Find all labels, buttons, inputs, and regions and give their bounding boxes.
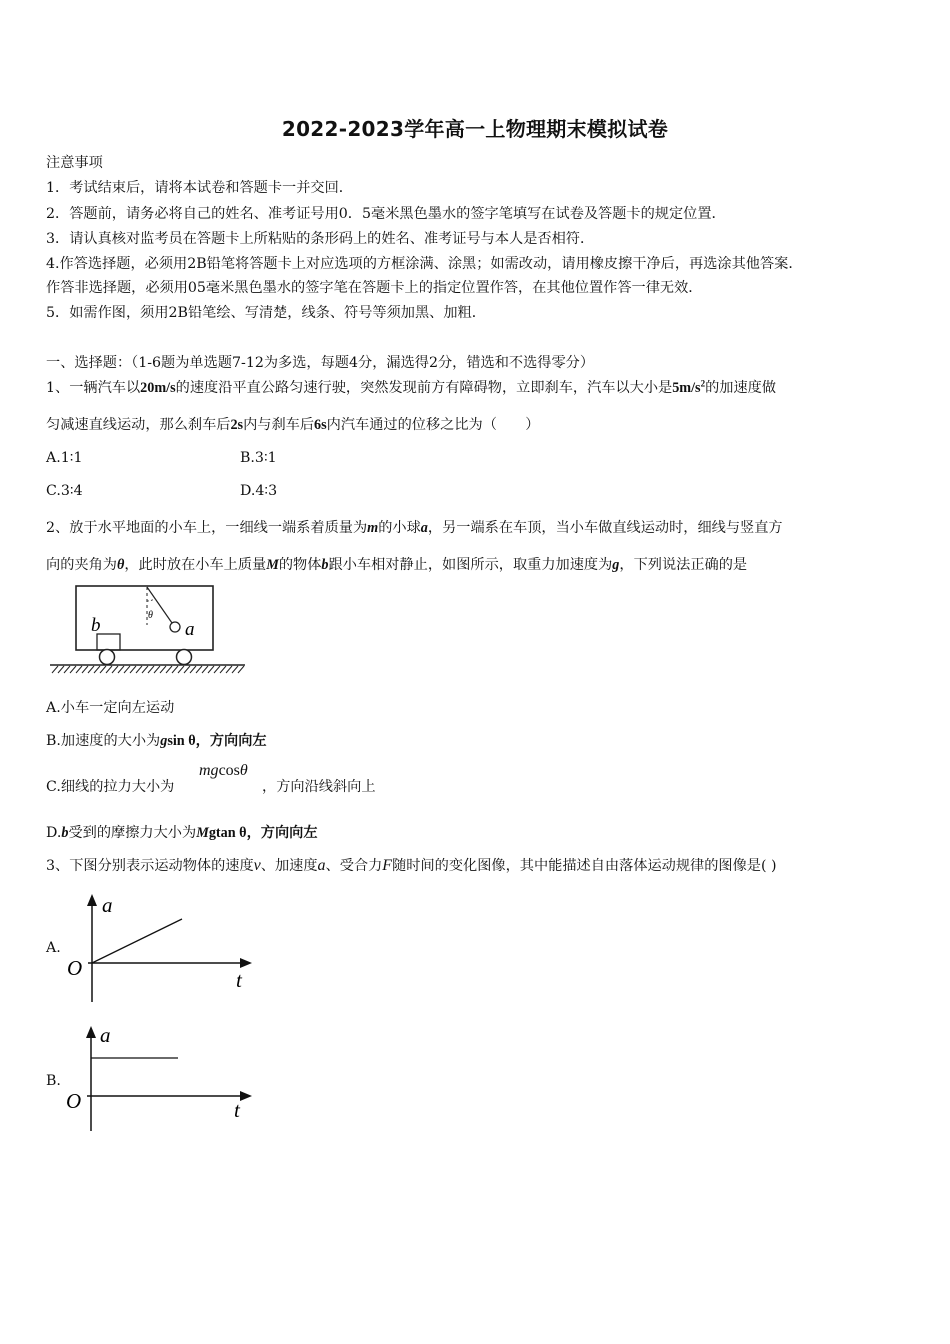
notice-heading: 注意事项: [46, 155, 103, 171]
block-label-b: b: [91, 615, 101, 636]
ground-hatching: [52, 666, 244, 673]
theta-label: θ: [148, 610, 153, 621]
linear-line: [92, 919, 182, 963]
y-axis-label: a: [100, 1023, 111, 1047]
exam-page: 2022-2023学年高一上物理期末模拟试卷 注意事项 1．考试结束后，请将本试卷和答题卡一并交回． 2．答题前，请务必将自己的姓名、准考证号用0．5毫米黑色墨水的签字笔填写在试卷及答题卡的规定位置． 3．请认真核对监考员在答题卡上所粘贴的条形码上的姓名、准考证号与本人是否相符． 4.作答选择题，必须用2B铅笔将答题卡上对应选项的方框涂满、涂黑；如需改动，请用橡皮擦干净后，再选涂其他答案． 作答非选择题，必须用05毫米黑色墨水的签字笔在答题卡上的指定位置作答，在其他位置作答一律无效． 5．如需作图，须用2B铅笔绘、写清楚，线条、符号等须加黑、加粗． 一、选择题：（1-6题为单选题7-12为多选，每题4分，漏选得2分，错选和不选得零分） 1、一辆汽车以20m/s的速度沿平直公路匀速行驶，突然发现前方有障碍物，立即刹车，汽车以大小是$5m/s^2$的加速度做 匀减速直线运动，那么刹车后2s内与刹车后6s内汽车通过的位移之比为（ ） A.1∶1 B.3∶1 C.3∶4 D.4∶3 2、放于水平地面的小车上，一细线一端系着质量为m的小球a，另一端系在车顶，当小车做直线运动时，细线与竖直方 向的夹角为θ，此时放在小车上质量M的物体b跟小车相对静止，如图所示，取重力加速度为g，下列说法正确的是 θ a b A.小车一定向左运动 B.加速度的大小为gsin θ，方向向左 C.细线的拉力大小为 mgcosθ ，方向沿线斜向上 D.b受到的摩擦力大小为Mgtan θ，方向向左 3、下图分别表示运动物体的速度v、加速度a、受合力F随时间的变化图像，其中能描述自由落体运动规律的图像是( ) A. a t O B. a t O: [0, 0, 950, 1344]
q1-line-2: 匀减速直线运动，那么刹车后2s内与刹车后6s内汽车通过的位移之比为（ ）: [46, 417, 540, 433]
y-axis-label: a: [102, 893, 113, 917]
q1-option-a: A.1∶1: [46, 450, 83, 466]
q3-line-1: 3、下图分别表示运动物体的速度v、加速度a、受合力F随时间的变化图像，其中能描述自由落体运动规律的图像是( ): [46, 857, 777, 874]
y-axis-arrow: [87, 894, 97, 906]
x-axis-arrow: [240, 958, 252, 968]
q2-line-2: 向的夹角为θ，此时放在小车上质量M的物体b跟小车相对静止，如图所示，取重力加速度为g，下列说法正确的是: [46, 557, 748, 573]
notice-item: 3．请认真核对监考员在答题卡上所粘贴的条形码上的姓名、准考证号与本人是否相符．: [46, 231, 595, 247]
ball-a: [170, 622, 180, 632]
right-wheel: [177, 650, 192, 665]
q1-option-b: B.3∶1: [240, 450, 277, 466]
notice-item: 2．答题前，请务必将自己的姓名、准考证号用0．5毫米黑色墨水的签字笔填写在试卷及答题卡的规定位置．: [46, 206, 726, 222]
graph-b: [60, 1022, 260, 1134]
block-b: [97, 634, 120, 650]
graph-a-label: A.: [46, 940, 61, 956]
q2-option-b: B.加速度的大小为gsin θ，方向向左: [46, 733, 267, 749]
y-axis-arrow: [86, 1026, 96, 1038]
origin-label: O: [66, 1089, 82, 1113]
x-axis-arrow: [240, 1091, 252, 1101]
graph-b-label: B.: [46, 1073, 61, 1089]
notice-item: 4.作答选择题，必须用2B铅笔将答题卡上对应选项的方框涂满、涂黑；如需改动，请用橡皮擦干净后，再选涂其他答案．: [46, 256, 803, 272]
page-title: 2022-2023学年高一上物理期末模拟试卷: [281, 117, 669, 141]
q1-option-c: C.3∶4: [46, 483, 83, 499]
section-heading: 一、选择题：（1-6题为单选题7-12为多选，每题4分，漏选得2分，错选和不选得零分）: [46, 355, 595, 371]
q2-line-1: 2、放于水平地面的小车上，一细线一端系着质量为m的小球a，另一端系在车顶，当小车做直线运动时，细线与竖直方: [46, 520, 783, 536]
x-axis-label: t: [234, 1098, 240, 1122]
cart-figure: [46, 583, 250, 675]
ball-label-a: a: [185, 619, 195, 640]
q1-line-1: 1、一辆汽车以20m/s的速度沿平直公路匀速行驶，突然发现前方有障碍物，立即刹车，汽车以大小是$5m/s^2$的加速度做: [46, 378, 777, 396]
q2-option-d: D.b受到的摩擦力大小为Mgtan θ，方向向左: [46, 825, 318, 841]
q2-option-a: A.小车一定向左运动: [46, 700, 175, 716]
notice-item: 作答非选择题，必须用05毫米黑色墨水的签字笔在答题卡上的指定位置作答，在其他位置作答一律无效．: [46, 280, 703, 296]
tension-formula: mgcosθ: [199, 762, 248, 779]
left-wheel: [100, 650, 115, 665]
x-axis-label: t: [236, 968, 242, 992]
angle-arc: [147, 599, 155, 602]
q1-option-d: D.4∶3: [240, 483, 278, 499]
notice-item: 1．考试结束后，请将本试卷和答题卡一并交回．: [46, 180, 353, 196]
graph-a: [60, 890, 260, 1005]
origin-label: O: [67, 956, 83, 980]
notice-item: 5．如需作图，须用2B铅笔绘、写清楚，线条、符号等须加黑、加粗．: [46, 305, 486, 321]
